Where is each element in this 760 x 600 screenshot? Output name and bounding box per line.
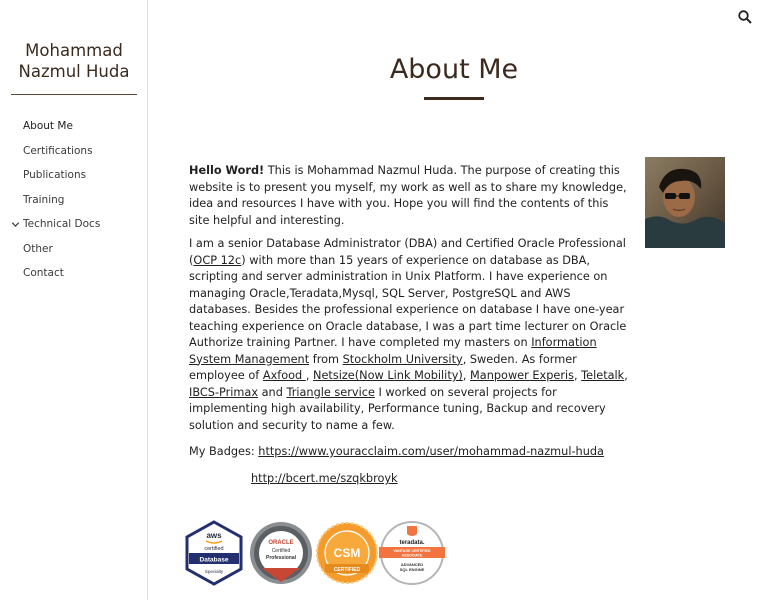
teradata-badge-line3: ASSOCIATE	[401, 553, 423, 558]
bio-text: ,	[305, 369, 314, 382]
bcert-line	[251, 471, 398, 487]
greeting: Hello Word!	[189, 164, 265, 177]
csm-badge-line2: CERTIFIED	[333, 566, 361, 573]
teletalk-link[interactable]: Teletalk	[581, 369, 625, 382]
csm-certified-badge[interactable]	[314, 520, 380, 586]
aws-badge-line4: Specialty	[204, 569, 224, 574]
site-title[interactable]: Mohammad Nazmul Huda	[18, 41, 130, 81]
sidebar-item-publications[interactable]: Publications	[23, 169, 87, 181]
csm-badge-line1: CSM	[333, 546, 361, 560]
chevron-down-icon[interactable]	[11, 220, 20, 229]
heading-underline	[424, 97, 484, 100]
sidebar-item-about-me[interactable]: About Me	[23, 120, 73, 132]
bio-text: and	[258, 385, 287, 399]
netsize-link[interactable]: Netsize(Now Link Mobility)	[313, 369, 463, 382]
aws-database-specialty-badge[interactable]	[181, 520, 247, 586]
search-icon[interactable]	[737, 9, 753, 25]
manpower-link[interactable]: Manpower Experis	[470, 369, 574, 382]
title-divider	[11, 94, 137, 95]
sidebar-item-training[interactable]: Training	[23, 193, 65, 206]
aws-badge-line1: aws	[206, 531, 222, 540]
page-title: About Me	[389, 54, 519, 85]
badges-line	[189, 444, 604, 460]
bcert-link[interactable]: http://bcert.me/szqkbroyk	[251, 472, 398, 485]
sidebar-item-other[interactable]: Other	[23, 242, 53, 255]
oracle-badge-line1: ORACLE	[268, 540, 294, 546]
aws-badge-line3: Database	[199, 556, 229, 564]
ocp-link[interactable]: OCP 12c	[193, 253, 242, 267]
ism-link[interactable]: Information System Management	[189, 336, 597, 366]
bio-text: I am a senior Database Administrator (DBA) and Certified Oracle Professional (	[189, 237, 626, 267]
stockholm-university-link[interactable]: Stockholm University	[342, 352, 463, 366]
bio-text: ,	[624, 369, 628, 382]
teradata-badge-line1: teradata.	[399, 540, 425, 546]
aws-badge-line2: certified	[204, 546, 224, 552]
bio-text: ,	[462, 369, 471, 382]
bio-paragraph	[189, 236, 629, 434]
oracle-certified-professional-badge[interactable]	[248, 520, 314, 586]
sidebar-item-contact[interactable]: Contact	[23, 267, 64, 279]
teradata-vantage-badge[interactable]	[379, 520, 445, 586]
ibcs-primax-link[interactable]: IBCS-Primax	[189, 385, 259, 399]
axfood-link[interactable]: Axfood	[262, 369, 306, 382]
oracle-badge-line3: Professional	[265, 555, 297, 561]
teradata-badge-line4: ADVANCED	[400, 562, 424, 567]
teradata-badge-line5: SQL ENGINE	[399, 567, 425, 572]
bio-text: ) with more than 15 years of experience on database as DBA, scripting and server administration in Unix Platform. I have experience on managing Oracle,Teradata,Mysql, SQL Server, PostgreSQL and AWS databases. Besides the professional experience on database I have one-year teaching experience on Oracle database, I was a part time lecturer on Oracle Authorize training Partner. I have completed my masters on	[189, 253, 627, 349]
bio-text: from	[309, 352, 343, 366]
intro-paragraph	[189, 163, 629, 229]
bio-text: ,	[573, 369, 582, 382]
sidebar-nav	[0, 114, 148, 286]
triangle-service-link[interactable]: Triangle service	[286, 385, 375, 399]
sidebar	[0, 0, 148, 600]
teradata-badge-line2: VANTAGE CERTIFIED	[393, 549, 431, 553]
profile-photo	[645, 157, 725, 248]
sidebar-item-label: Technical Docs	[23, 218, 101, 230]
sidebar-item-certifications[interactable]: Certifications	[23, 144, 93, 157]
badges-label: My Badges:	[189, 445, 259, 458]
about-content	[189, 163, 629, 441]
oracle-badge-line2: Certified	[271, 548, 291, 554]
youracclaim-link[interactable]: https://www.youracclaim.com/user/mohammad-nazmul-huda	[258, 445, 604, 458]
sidebar-item-technical-docs[interactable]	[0, 212, 148, 237]
bio-text: , Sweden. As former employee of	[189, 352, 577, 382]
bio-text: I worked on several projects for implementing high availability, Performance tuning, Backup and recovery solution and security to name a few.	[189, 385, 606, 432]
intro-text: This is Mohammad Nazmul Huda. The purpose of creating this website is to present you myself, my work as well as to share my knowledge, idea and resources I have with you. Hope you will find the contents of this site helpful and interesting.	[189, 164, 627, 227]
